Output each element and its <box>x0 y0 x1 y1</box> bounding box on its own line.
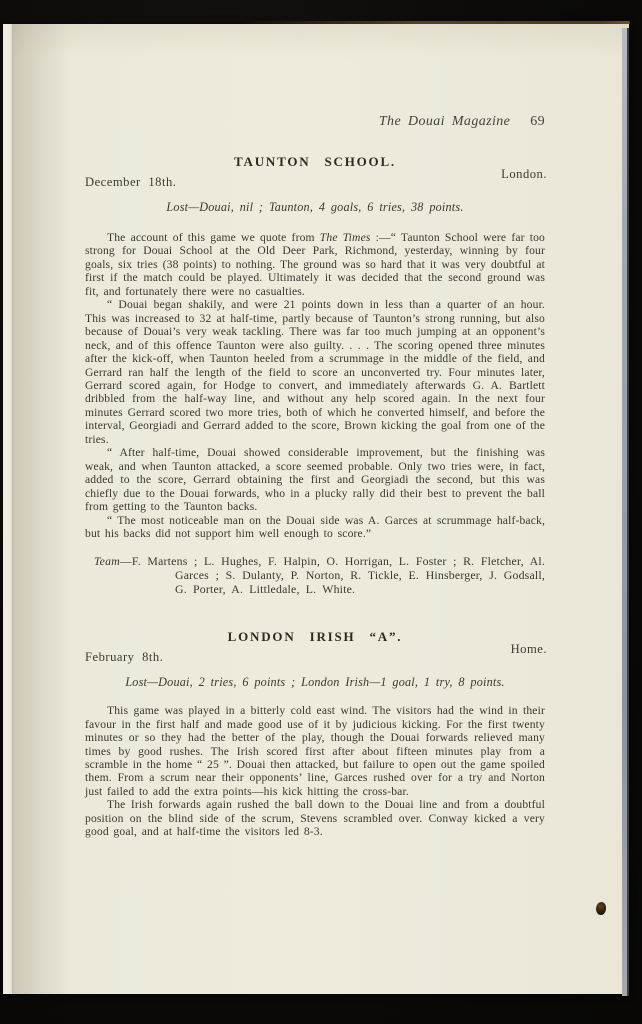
page-number: 69 <box>530 114 545 129</box>
match-score-line: Lost—Douai, nil ; Taunton, 4 goals, 6 tries, 38 points. <box>166 200 464 214</box>
match-report-body <box>85 231 545 596</box>
match-meta-row <box>85 167 547 192</box>
report-paragraph: This game was played in a bitterly cold east wind. The visitors had the wind in their favour in the first half and made good use of it by judicious kicking. For the first twenty minutes or so they had the better of the play, though the Douai forwards relieved many times by good rushes. The Irish scored first after about fifteen minutes play from a scramble in the home “ 25 ”. Douai then attacked, but failure to open out the game spoiled them. From a scrum near their opponents’ line, Garces rushed over for a try and Norton just failed to add the extra points—his kick hitting the cross-bar. <box>85 704 545 798</box>
report-paragraph: “ Douai began shakily, and were 21 points down in less than a quarter of an hour. This was increased to 32 at half-time, partly because of Taunton’s strong running, but also because of Douai’s very weak tackling. There was far too much jumping at an opponent’s neck, and of this offence Taunton were also guilty. . . . The scoring opened three minutes after the kick-off, when Taunton heeled from a scrummage in the middle of the field, and Gerrard ran half the length of the field to score an unconverted try. Four minutes later, Gerrard scored again, for Hodge to convert, and immediately afterwards G. A. Bartlett dribbled from the half-way line, and without any help scored again. In the next four minutes Gerrard scored two more tries, both of which he converted himself, and before the interval, Georgiadi and Gerrard added to the score, Brown kicking the goal from one of the tries. <box>85 298 545 446</box>
match-date: February 8th. <box>85 650 164 665</box>
section-title-london-irish: LONDON IRISH “A”. <box>227 629 403 645</box>
page-fore-edge <box>3 24 13 994</box>
section-title-taunton: TAUNTON SCHOOL. <box>234 154 396 169</box>
running-header <box>85 114 545 130</box>
page-content <box>85 24 545 839</box>
match-date: December 18th. <box>85 175 177 189</box>
match-venue: London. <box>501 167 547 181</box>
ink-spot <box>595 901 607 915</box>
match-report-taunton <box>85 154 545 596</box>
magazine-title: The Douai Magazine <box>378 114 511 129</box>
report-paragraph: The account of this game we quote from The Times :—“ Taunton School were far too strong for Douai School at the Old Deer Park, Richmond, yesterday, winning by four goals, six tries (38 points) to nothing. The ground was so hard that it was very doubtful at first if the match could be played. Ultimately it was decided that the second ground was fit, and fortunately there were no casualties. <box>85 231 545 298</box>
match-report-body <box>85 704 545 839</box>
team-list: Team—F. Martens ; L. Hughes, F. Halpin, O. Horrigan, L. Foster ; R. Fletcher, Al. Garces ; S. Dulanty, P. Norton, R. Tickle, E. Hinsberger, J. Godsall, G. Porter, A. Littledale, L. White. <box>94 554 545 596</box>
match-score-line: Lost—Douai, 2 tries, 6 points ; London Irish—1 goal, 1 try, 8 points. <box>125 675 505 690</box>
book-page-edges <box>622 28 629 996</box>
report-paragraph: “ After half-time, Douai showed considerable improvement, but the finishing was weak, and when Taunton attacked, a score seemed probable. Only two tries were, in fact, added to the score, Gerrard obtaining the first and Georgiadi the second, but this was chiefly due to the Douai forwards, who in a plucky rally did their best to prevent the ball from getting to the Taunton backs. <box>85 446 545 514</box>
report-paragraph: The Irish forwards again rushed the ball down to the Douai line and from a doubtful position on the blind side of the scrum, Stevens scrambled over. Conway kicked a very good goal, and at half-time the visitors led 8-3. <box>85 798 545 839</box>
match-venue: Home. <box>510 642 547 657</box>
match-report-london-irish <box>85 629 545 839</box>
magazine-page <box>3 24 629 994</box>
page-curl-shadow <box>13 24 71 994</box>
report-paragraph: “ The most noticeable man on the Douai side was A. Garces at scrummage half-back, but his backs did not support him well enough to score.” <box>85 513 545 540</box>
match-meta-row <box>85 642 547 667</box>
